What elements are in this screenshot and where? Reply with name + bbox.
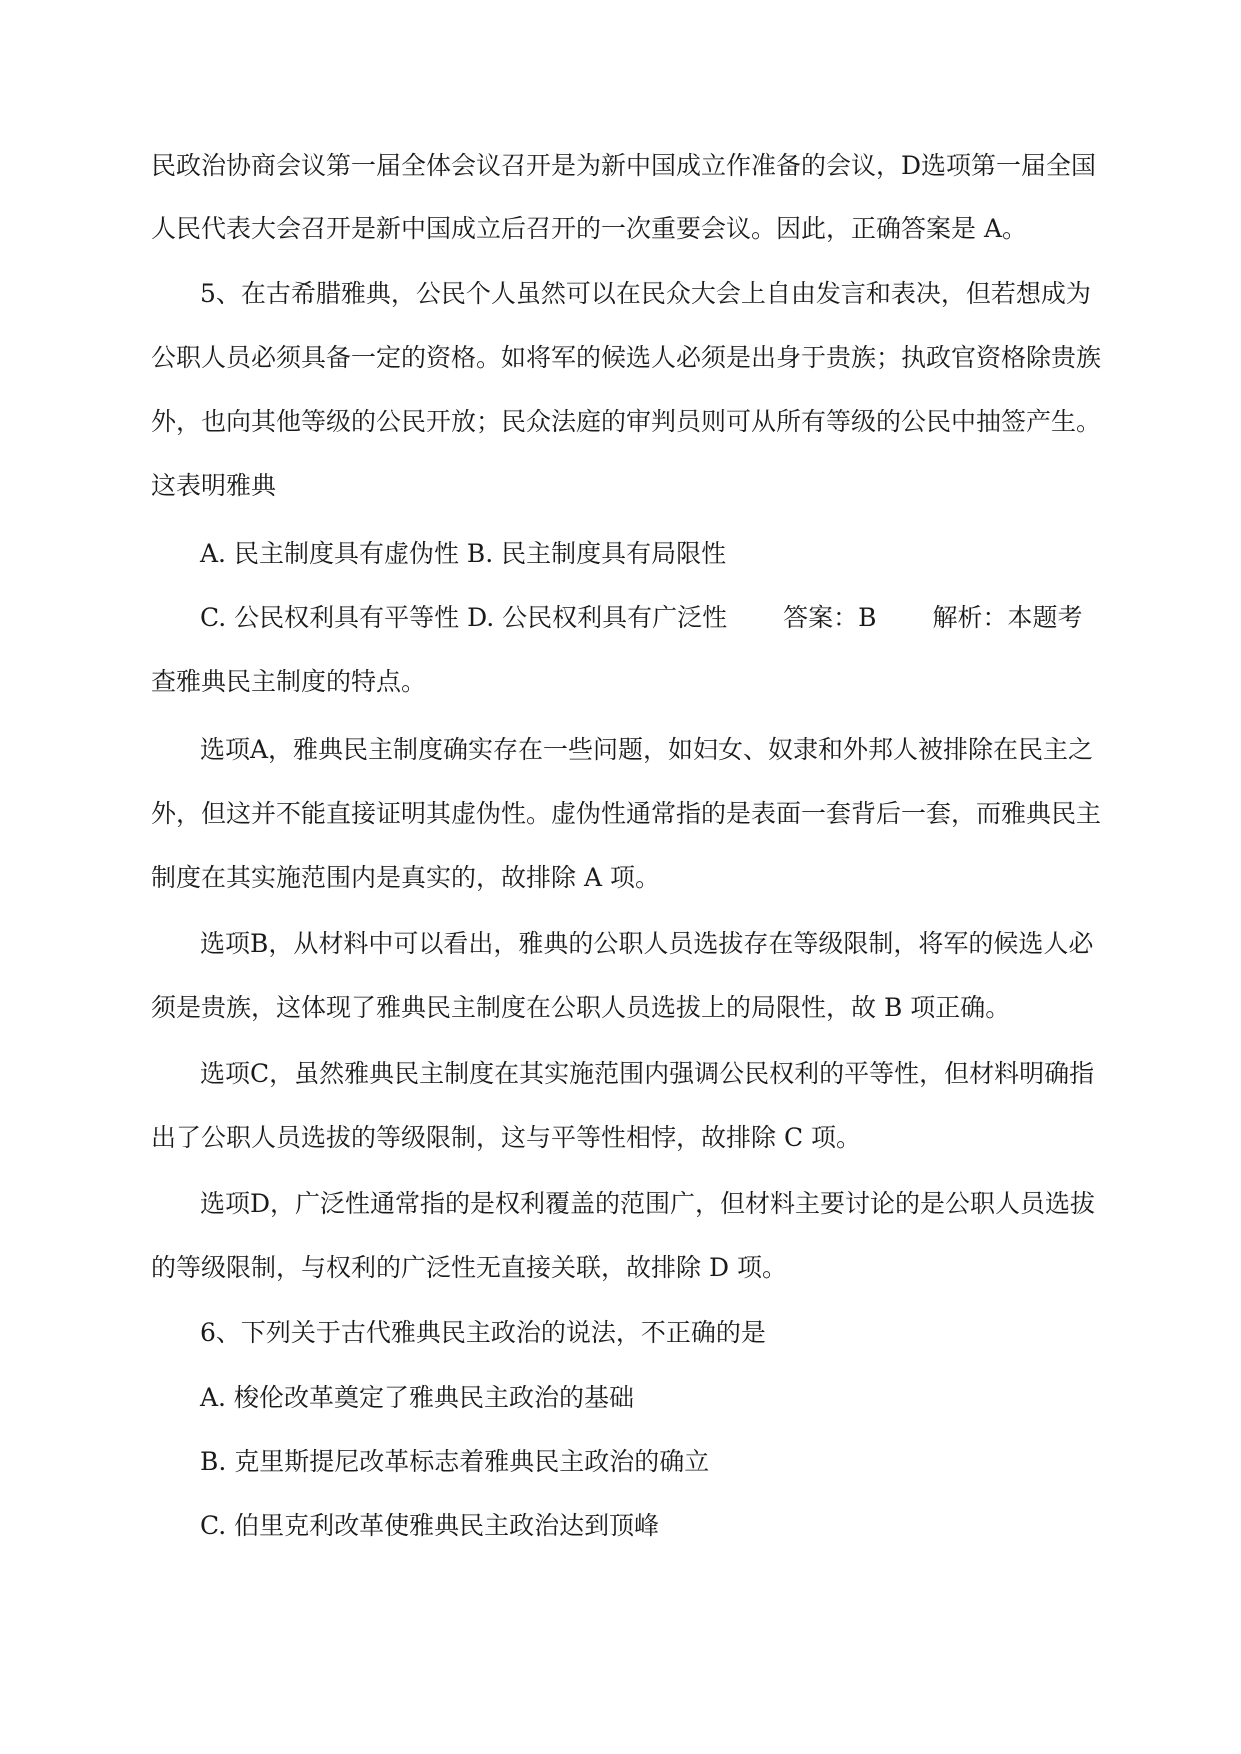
analysis-option-c: 选项C，虽然雅典民主制度在其实施范围内强调公民权利的平等性，但材料明确指 (200, 1059, 1095, 1088)
options-cd-text: C. 公民权利具有平等性 D. 公民权利具有广泛性 (200, 603, 728, 632)
question-5-stem: 5、在古希腊雅典，公民个人虽然可以在民众大会上自由发言和表决，但若想成为 (200, 279, 1091, 308)
text-line: 人民代表大会召开是新中国成立后召开的一次重要会议。因此，正确答案是 A。 (151, 214, 1028, 243)
text-line: 民政治协商会议第一届全体会议召开是为新中国成立作准备的会议，D选项第一届全国 (151, 151, 1097, 180)
text-line: 的等级限制，与权利的广泛性无直接关联，故排除 D 项。 (151, 1253, 787, 1282)
analysis-option-b: 选项B，从材料中可以看出，雅典的公职人员选拔存在等级限制，将军的候选人必 (200, 929, 1094, 958)
question-5-options-ab: A. 民主制度具有虚伪性 B. 民主制度具有局限性 (200, 539, 727, 568)
text-line: 须是贵族，这体现了雅典民主制度在公职人员选拔上的局限性，故 B 项正确。 (151, 993, 1011, 1022)
text-line: 外，也向其他等级的公民开放；民众法庭的审判员则可从所有等级的公民中抽签产生。 (151, 407, 1102, 436)
text-line: 外，但这并不能直接证明其虚伪性。虚伪性通常指的是表面一套背后一套，而雅典民主 (151, 799, 1102, 828)
analysis-option-d: 选项D，广泛性通常指的是权利覆盖的范围广，但材料主要讨论的是公职人员选拔 (200, 1189, 1096, 1218)
text-line: 公职人员必须具备一定的资格。如将军的候选人必须是出身于贵族；执政官资格除贵族 (151, 343, 1102, 372)
question-5-options-cd (200, 600, 1083, 636)
analysis-option-a: 选项A，雅典民主制度确实存在一些问题，如妇女、奴隶和外邦人被排除在民主之 (200, 735, 1094, 764)
question-6-option-a: A. 梭伦改革奠定了雅典民主政治的基础 (200, 1383, 634, 1412)
text-line: 制度在其实施范围内是真实的，故排除 A 项。 (151, 863, 660, 892)
text-line: 查雅典民主制度的特点。 (151, 667, 427, 696)
question-6-stem: 6、下列关于古代雅典民主政治的说法，不正确的是 (200, 1318, 766, 1347)
text-line: 出了公职人员选拔的等级限制，这与平等性相悖，故排除 C 项。 (151, 1123, 862, 1152)
question-6-option-c: C. 伯里克利改革使雅典民主政治达到顶峰 (200, 1511, 660, 1540)
answer-label: 答案：B (783, 603, 877, 632)
question-6-option-b: B. 克里斯提尼改革标志着雅典民主政治的确立 (200, 1447, 710, 1476)
analysis-label: 解析：本题考 (932, 603, 1083, 632)
text-line: 这表明雅典 (151, 471, 277, 500)
